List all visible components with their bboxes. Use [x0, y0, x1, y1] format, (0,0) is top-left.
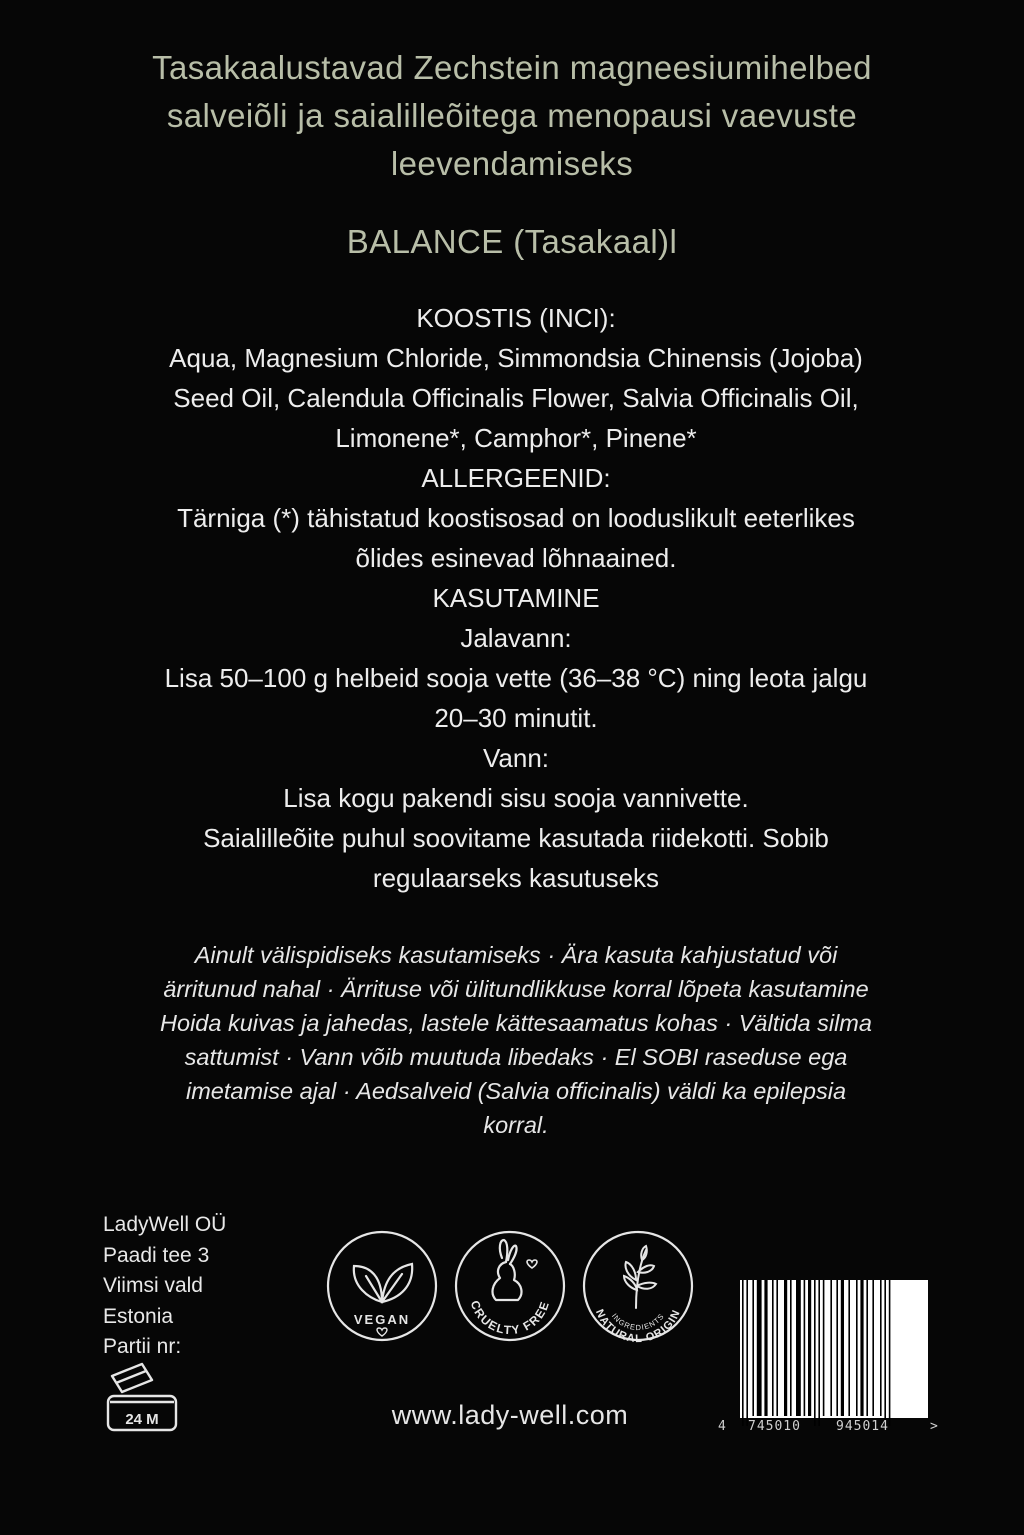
barcode-bar	[808, 1280, 811, 1416]
barcode-bar	[796, 1280, 801, 1416]
body-line: regulaarseks kasutuseks	[372, 863, 660, 893]
address-line: Partii nr:	[103, 1335, 182, 1358]
open-jar-icon	[104, 1360, 180, 1436]
warning-line: imetamise ajal · Aedsalveid (Salvia officinalis) väldi ka epilepsia	[185, 1078, 847, 1104]
body-line: Aqua, Magnesium Chloride, Simmondsia Chinensis (Jojoba)	[169, 343, 863, 373]
barcode-bar	[830, 1280, 832, 1416]
warning-line: ärritunud nahal · Ärrituse või ülitundlikkuse korral lõpeta kasutamine	[163, 976, 869, 1002]
vegan-label: VEGAN	[353, 1312, 411, 1327]
natural-origin-badge	[580, 1228, 696, 1344]
title-line: salveiõli ja saialilleõitega menopausi vaevuste	[166, 97, 858, 134]
body-line: Tärniga (*) tähistatud koostisosad on looduslikult eeterlikes	[177, 503, 855, 533]
warning-line: Ainult välispidiseks kasutamiseks · Ära kasuta kahjustatud või	[194, 942, 838, 968]
warning-line: Hoida kuivas ja jahedas, lastele kättesaamatus kohas · Vältida silma	[160, 1010, 872, 1036]
barcode-bar	[823, 1280, 825, 1416]
barcode-bar	[772, 1280, 774, 1416]
body-line: Lisa kogu pakendi sisu sooja vannivette.	[283, 783, 749, 813]
address-line: LadyWell OÜ	[103, 1213, 227, 1236]
natural-origin-label: NATURAL ORIGIN	[593, 1307, 683, 1344]
barcode-bar	[866, 1280, 868, 1416]
ingredients-and-usage	[90, 298, 942, 898]
barcode-bar	[790, 1280, 792, 1416]
heart-icon	[527, 1260, 537, 1268]
barcode-bar	[818, 1280, 820, 1426]
barcode-bar	[872, 1280, 874, 1416]
barcode-bar	[784, 1280, 787, 1416]
barcode	[718, 1280, 948, 1440]
title-line: leevendamiseks	[390, 145, 634, 182]
body-line: Jalavann:	[460, 623, 572, 653]
body-line: Seed Oil, Calendula Officinalis Flower, Salvia Officinalis Oil,	[173, 383, 859, 413]
leaf-icon	[354, 1264, 412, 1302]
plant-icon	[624, 1246, 656, 1308]
product-title	[80, 44, 944, 188]
warning-line: sattumist · Vann võib muutuda libedaks · El SOBI raseduse ega	[184, 1044, 848, 1070]
barcode-bar	[804, 1280, 806, 1416]
body-line: õlides esinevad lõhnaained.	[355, 543, 677, 573]
body-line: KOOSTIS (INCI):	[416, 303, 616, 333]
product-subtitle: BALANCE (Tasakaal)l	[346, 223, 678, 260]
barcode-bar	[884, 1280, 886, 1426]
barcode-digits-right: 945014	[836, 1419, 889, 1434]
body-line: Vann:	[482, 743, 549, 773]
ingredients-label: INGREDIENTS	[609, 1311, 667, 1333]
heart-icon	[377, 1328, 387, 1336]
body-line: 20–30 minutit.	[434, 703, 598, 733]
body-line: Saialilleõite puhul soovitame kasutada riidekotti. Sobib	[203, 823, 829, 853]
jar-label: 24 M	[125, 1411, 159, 1428]
barcode-bar	[880, 1280, 882, 1416]
barcode-bar	[764, 1280, 767, 1416]
barcode-bar	[742, 1280, 744, 1426]
barcode-bar	[776, 1280, 778, 1416]
barcode-bar	[841, 1280, 844, 1416]
barcode-bar	[752, 1280, 754, 1416]
barcode-digit-first: 4	[718, 1419, 727, 1434]
body-line: KASUTAMINE	[432, 583, 600, 613]
barcode-bar	[860, 1280, 863, 1416]
address-line: Viimsi vald	[103, 1274, 203, 1297]
address-line: Estonia	[103, 1304, 174, 1328]
warning-line: korral.	[483, 1112, 549, 1138]
cruelty-free-label: CRUELTY FREE	[467, 1298, 553, 1338]
company-address	[103, 1210, 226, 1363]
body-line: Lisa 50–100 g helbeid sooja vette (36–38 °C) ning leota jalgu	[164, 663, 868, 693]
barcode-bar	[814, 1280, 816, 1426]
barcode-digits-end: >	[930, 1419, 939, 1434]
title-line: Tasakaalustavad Zechstein magneesiumihelbed	[152, 49, 872, 86]
cruelty-free-badge	[452, 1228, 568, 1344]
barcode-bar	[856, 1280, 858, 1416]
warnings-block	[90, 938, 942, 1142]
barcode-bar	[889, 1280, 891, 1426]
vegan-badge	[324, 1228, 440, 1344]
barcode-digits-left: 745010	[748, 1419, 801, 1434]
body-line: Limonene*, Camphor*, Pinene*	[335, 423, 697, 453]
rabbit-icon	[493, 1240, 522, 1300]
body-line: ALLERGEENID:	[421, 463, 611, 493]
barcode-bar	[836, 1280, 838, 1416]
barcode-bar	[746, 1280, 748, 1426]
barcode-bar	[757, 1280, 762, 1416]
website-link[interactable]: www.lady-well.com	[391, 1400, 629, 1430]
address-line: Paadi tee 3	[103, 1243, 210, 1267]
barcode-bar	[848, 1280, 850, 1416]
